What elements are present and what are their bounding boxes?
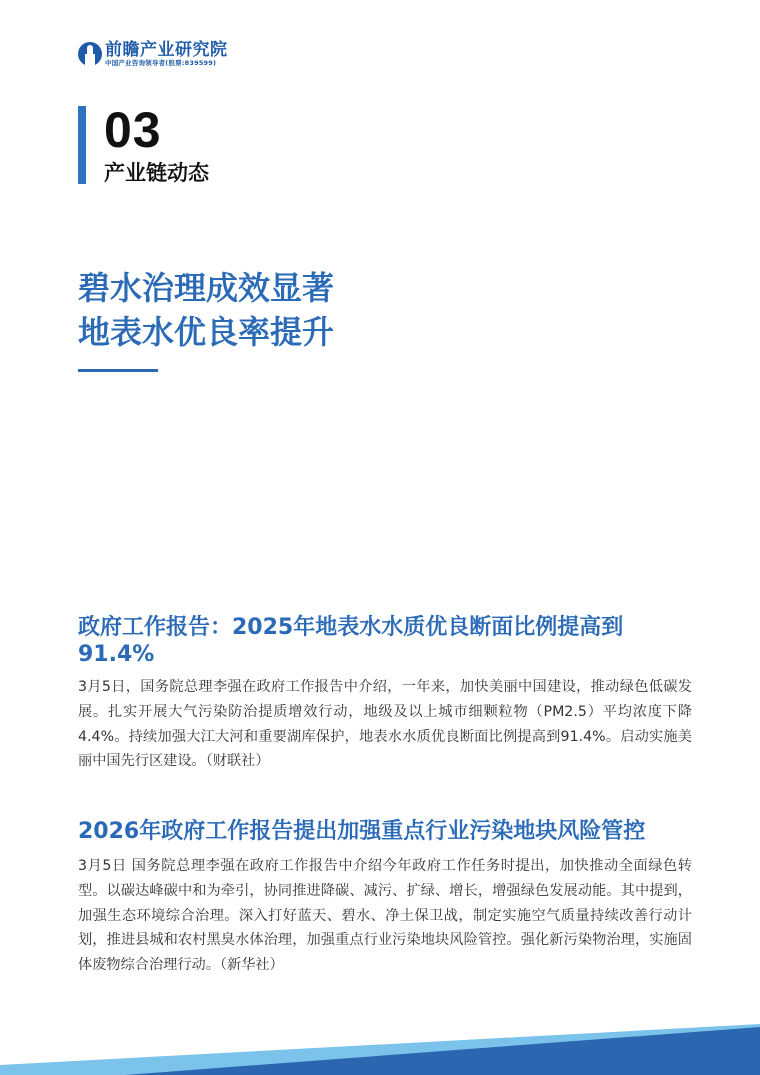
- tower-icon: [78, 42, 102, 66]
- footer-wave-decoration: [0, 1013, 760, 1075]
- title-underline: [78, 369, 158, 372]
- article-card: [78, 818, 692, 978]
- logo-subtitle: 中国产业咨询领导者(股票:839599): [105, 59, 217, 67]
- section-accent-bar: [78, 106, 86, 184]
- article-body: 3月5日 国务院总理李强在政府工作报告中介绍今年政府工作任务时提出，加快推动全面绿色转型。以碳达峰碳中和为牵引，协同推进降碳、减污、扩绿、增长，增强绿色发展动能。其中提到，加强生态环境综合治理。深入打好蓝天、碧水、净土保卫战，制定实施空气质量持续改善行动计划，推进县城和农村黑臭水体治理，加强重点行业污染地块风险管控。强化新污染物治理，实施固体废物综合治理行动。（新华社）: [78, 858, 692, 974]
- brand-logo: [78, 41, 228, 67]
- page-title-line-2: 地表水优良率提升: [78, 313, 335, 351]
- article-title: 政府工作报告：2025年地表水水质优良断面比例提高到91.4%: [78, 615, 624, 667]
- page-title: [78, 266, 334, 354]
- article-title: 2026年政府工作报告提出加强重点行业污染地块风险管控: [78, 819, 646, 844]
- section-label: 产业链动态: [104, 161, 209, 185]
- page-title-line-1: 碧水治理成效显著: [78, 269, 335, 307]
- section-number: 03: [104, 102, 162, 158]
- article-card: [78, 614, 692, 774]
- article-body: 3月5日，国务院总理李强在政府工作报告中介绍，一年来，加快美丽中国建设，推动绿色低碳发展。扎实开展大气污染防治提质增效行动，地级及以上城市细颗粒物（PM2.5）平均浓度下降4.4%。持续加强大江大河和重要湖库保护，地表水水质优良断面比例提高到91.4%。启动实施美丽中国先行区建设。（财联社）: [78, 679, 692, 770]
- logo-name: 前瞻产业研究院: [105, 40, 228, 60]
